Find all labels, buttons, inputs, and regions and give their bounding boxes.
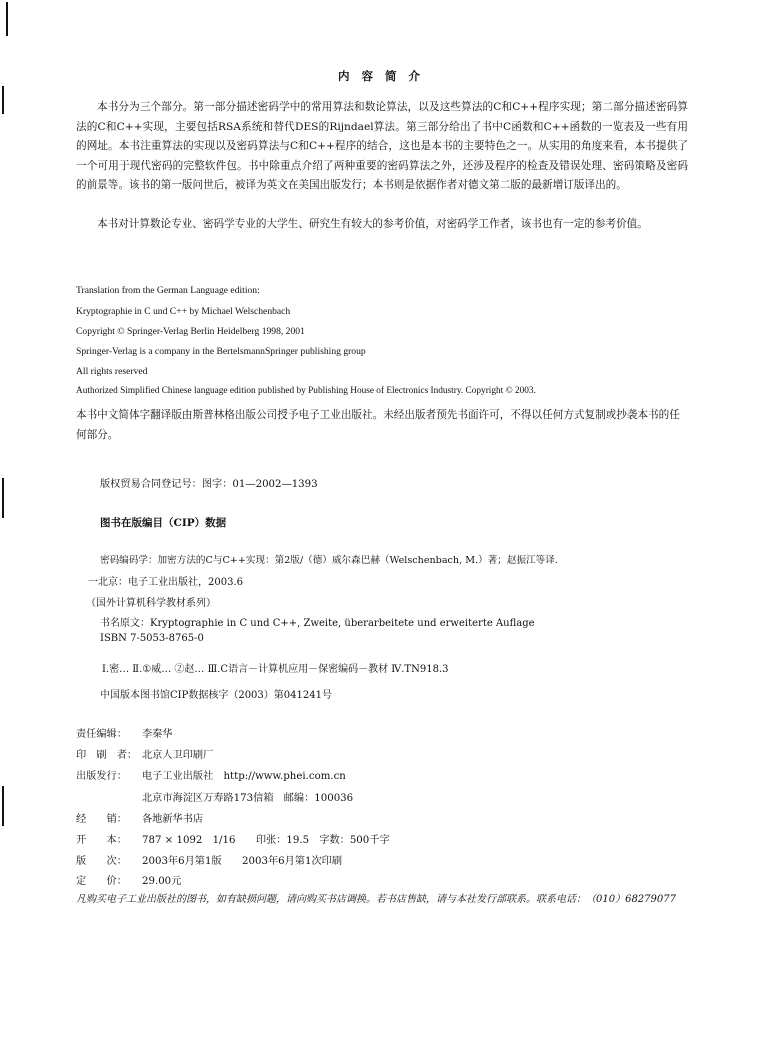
pub-key: 定 价： [76, 876, 127, 887]
copyright-line: Springer-Verlag is a company in the BertelsmannSpringer publishing group [76, 346, 366, 357]
translation-notice: 本书中文简体字翻译版由斯普林格出版公司授予电子工业出版社。未经出版者预先书面许可，不得以任何方式复制或抄袭本书的任何部分。 [76, 409, 680, 441]
publication-row [76, 746, 213, 761]
pub-value: 北京市海淀区万寿路173信箱 邮编：100036 [142, 793, 354, 804]
cip-line: 密码编码学：加密方法的C与C++实现：第2版/（德）威尔森巴赫（Welschenbach, M.）著；赵振江等译. [100, 555, 558, 566]
contract-registration: 版权贸易合同登记号：图字：01—2002—1393 [100, 479, 318, 490]
pub-value: 787 × 1092 1/16 印张：19.5 字数：500千字 [142, 835, 390, 846]
publication-row [76, 872, 181, 887]
cip-line: （国外计算机科学教材系列） [86, 598, 216, 609]
page-title: 内 容 简 介 [337, 69, 424, 83]
cip-line: 一北京：电子工业出版社，2003.6 [88, 577, 243, 588]
audience-paragraph: 本书对计算数论专业、密码学专业的大学生、研究生有较大的参考价值，对密码学工作者，该书也有一定的参考价值。 [97, 218, 648, 230]
pub-key: 版 次： [76, 856, 127, 867]
pub-key: 责任编辑： [76, 729, 127, 740]
cip-line: 中国版本图书馆CIP数据核字（2003）第041241号 [100, 690, 332, 701]
scan-mark [2, 786, 4, 826]
cip-line: Ⅰ.密… Ⅱ.①威… ②赵… Ⅲ.C语言－计算机应用－保密编码－教材 Ⅳ.TN918.3 [102, 664, 449, 675]
footer-notice: 凡购买电子工业出版社的图书，如有缺损问题，请向购买书店调换。若书店售缺，请与本社发行部联系。联系电话：（010）68279077 [76, 894, 676, 905]
scan-mark [2, 478, 4, 518]
pub-value: 李秦华 [142, 729, 173, 740]
publication-row [76, 767, 346, 782]
publication-row [76, 852, 342, 867]
publication-row [76, 810, 203, 825]
pub-key: 经 销： [76, 814, 127, 825]
intro-paragraph: 本书分为三个部分。第一部分描述密码学中的常用算法和数论算法，以及这些算法的C和C++程序实现；第二部分描述密码算法的C和C++实现，主要包括RSA系统和替代DES的Rijndael算法。第三部分给出了书中C函数和C++函数的一览表及一些有用的网址。本书注重算法的实现以及密码算法与C和C++程序的结合，这也是本书的主要特色之一。从实用的角度来看，本书提供了一个可用于现代密码的完整软件包。书中除重点介绍了两种重要的密码算法之外，还涉及程序的检查及错误处理、密码策略及密码的前景等。该书的第一版问世后，被译为英文在美国出版发行；本书则是依据作者对德文第二版的最新增订版译出的。 [76, 101, 688, 191]
scan-mark [6, 2, 8, 36]
pub-value: 29.00元 [142, 876, 182, 887]
copyright-line: Copyright © Springer-Verlag Berlin Heidelberg 1998, 2001 [76, 326, 305, 337]
pub-key: 印 刷 者： [76, 750, 138, 761]
copyright-line: All rights reserved [76, 366, 148, 377]
cip-line: ISBN 7-5053-8765-0 [100, 633, 204, 644]
pub-value: 2003年6月第1版 2003年6月第1次印刷 [142, 856, 343, 867]
copyright-line: Translation from the German Language edition: [76, 285, 260, 296]
pub-value: 北京人卫印刷厂 [142, 750, 214, 761]
copyright-line: Authorized Simplified Chinese language edition published by Publishing House of Electronics Industry. Copyright © 2003. [76, 386, 536, 396]
publication-row [76, 831, 390, 846]
publication-row [76, 725, 173, 740]
pub-value: 各地新华书店 [142, 814, 204, 825]
scan-mark [2, 86, 4, 114]
publication-row [76, 789, 353, 804]
pub-key: 出版发行： [76, 771, 127, 782]
pub-key: 开 本： [76, 835, 127, 846]
cip-line: 书名原文：Kryptographie in C und C++, Zweite, überarbeitete und erweiterte Auflage [100, 618, 535, 629]
cip-heading: 图书在版编目（CIP）数据 [100, 517, 227, 529]
copyright-line: Kryptographie in C und C++ by Michael Welschenbach [76, 306, 291, 317]
pub-value: 电子工业出版社 http://www.phei.com.cn [142, 771, 346, 782]
